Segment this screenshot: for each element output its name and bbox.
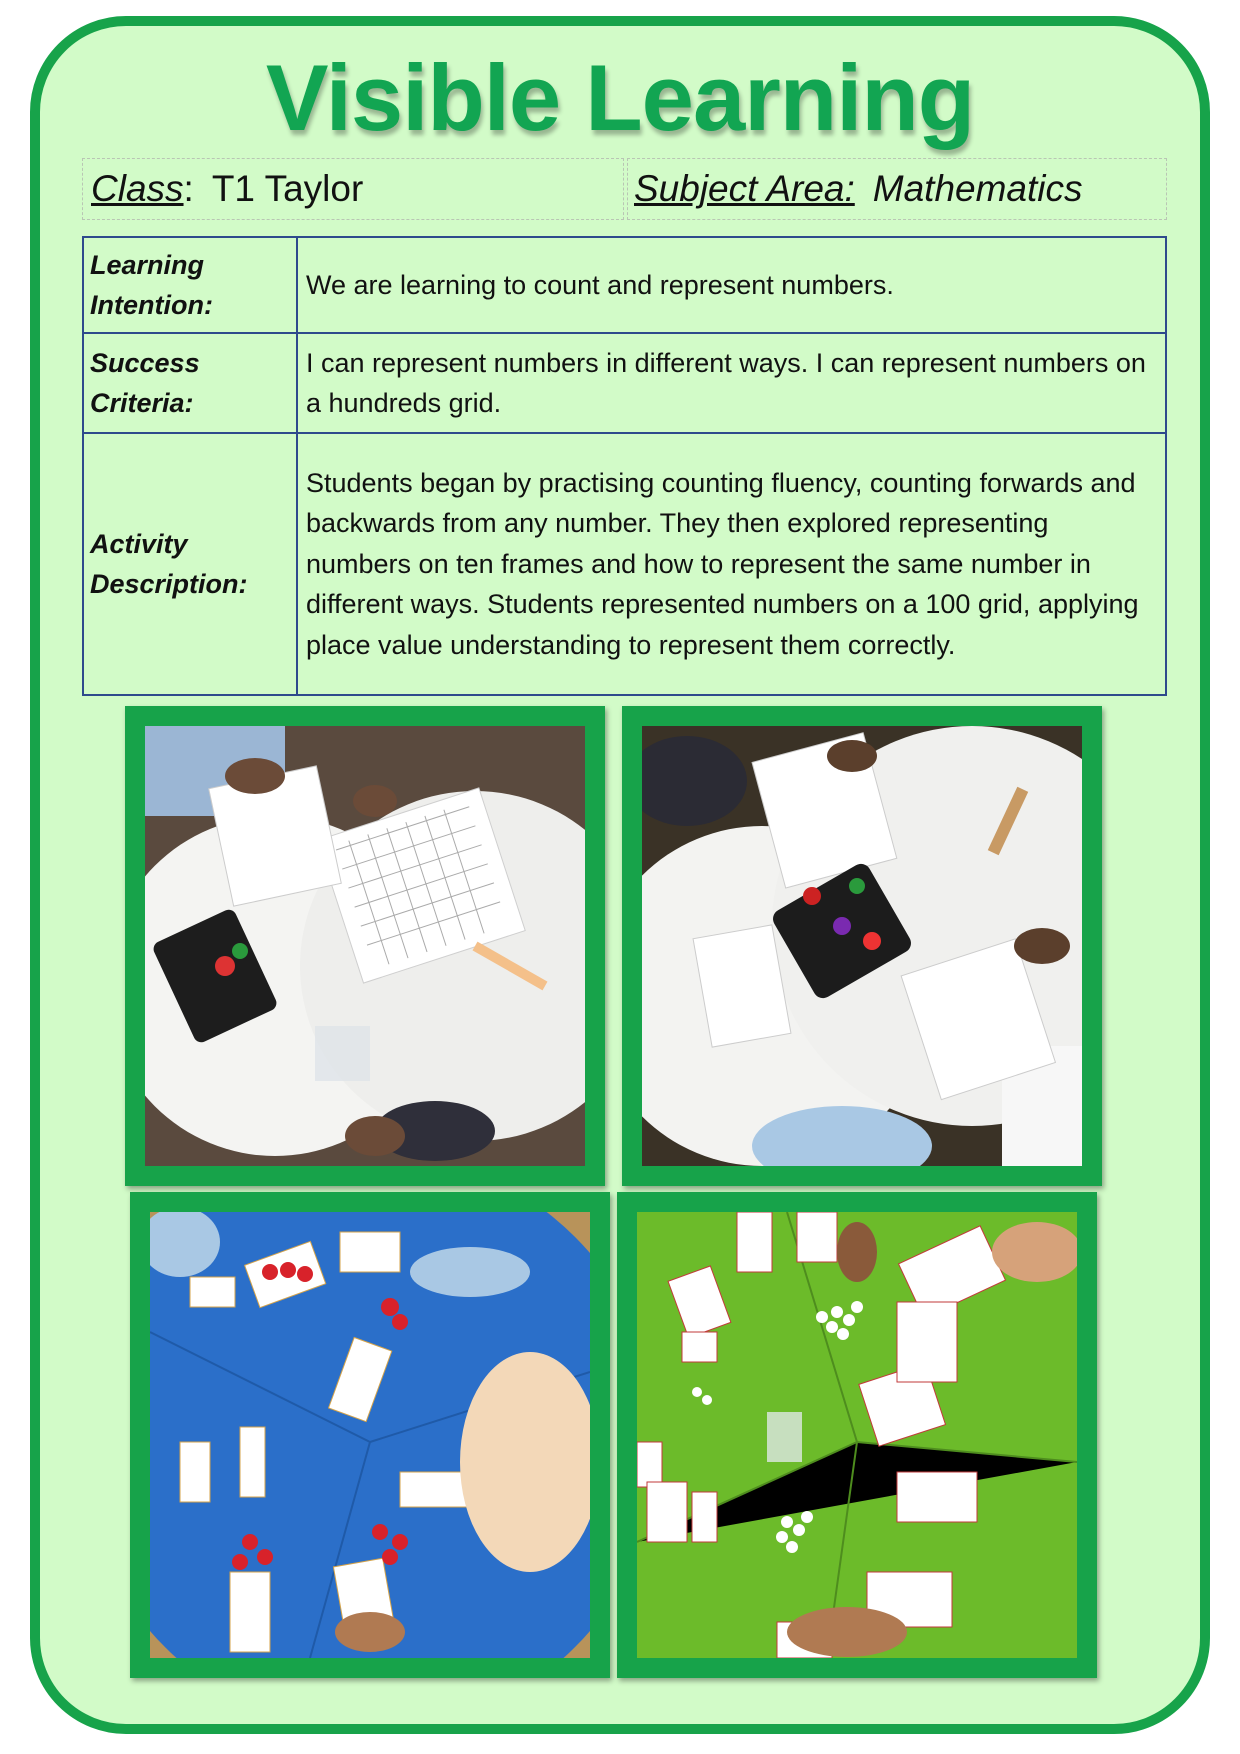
- photo-icon: [642, 726, 1082, 1166]
- class-value: T1 Taylor: [211, 168, 364, 209]
- subject-value: Mathematics: [872, 168, 1083, 209]
- subject-info: [627, 158, 1167, 220]
- success-criteria-value: I can represent numbers in different ways. I can represent numbers on a hundreds grid.: [297, 333, 1166, 433]
- classroom-photo-4: [617, 1192, 1097, 1678]
- table-row: [83, 237, 1166, 333]
- page-title: Visible Learning: [265, 45, 975, 150]
- classroom-photo-3: [130, 1192, 610, 1678]
- subject-label: Subject Area:: [634, 168, 855, 209]
- class-info: Class : T1 Taylor: [82, 158, 624, 220]
- classroom-photo-1: [125, 706, 605, 1186]
- activity-description-value: Students began by practising counting fluency, counting forwards and backwards from any number. They then explored representing numbers on ten frames and how to represent the same number in different ways. Students represented numbers on a 100 grid, applying place value understanding to represent them correctly.: [297, 433, 1166, 695]
- table-row: [83, 333, 1166, 433]
- success-criteria-label: Success Criteria:: [83, 333, 297, 433]
- photo-icon: [150, 1212, 590, 1658]
- learning-details-table: [82, 236, 1167, 696]
- classroom-photo-2: [622, 706, 1102, 1186]
- table-row: [83, 433, 1166, 695]
- activity-description-label: Activity Description:: [83, 433, 297, 695]
- learning-intention-value: We are learning to count and represent numbers.: [297, 237, 1166, 333]
- learning-intention-label: Learning Intention:: [83, 237, 297, 333]
- class-label: Class: [91, 168, 184, 209]
- photo-icon: [145, 726, 585, 1166]
- photo-icon: [637, 1212, 1077, 1658]
